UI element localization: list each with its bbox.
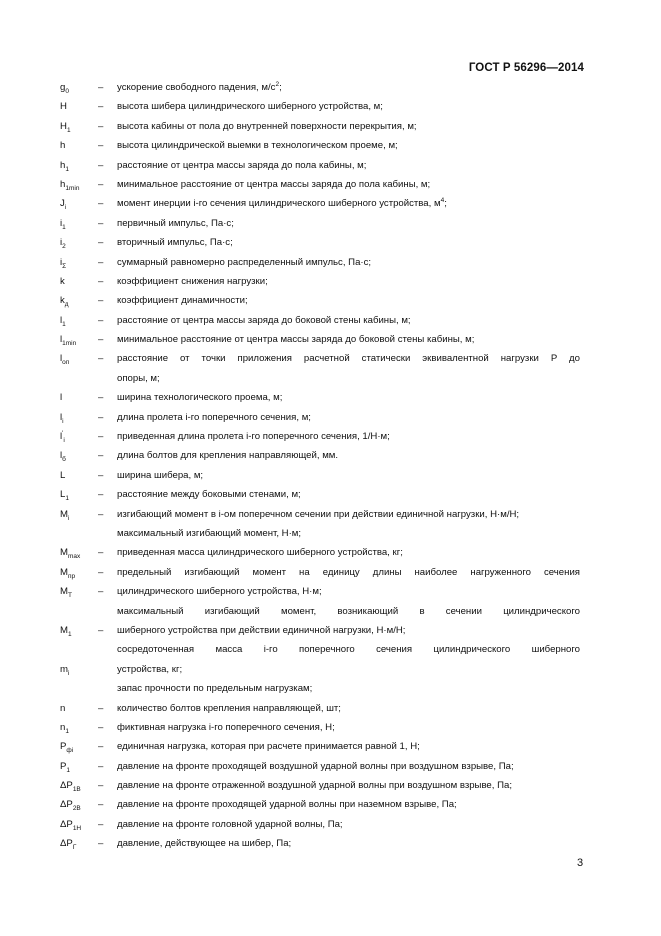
symbol [60,505,69,524]
definition-body: цилиндрического шиберного устройства, Н·м; [117,586,322,598]
symbol [60,485,69,504]
symbol [60,233,66,252]
symbol-prime: ' [62,429,64,437]
definition-row [60,718,580,737]
definition-row [60,194,580,213]
definition-body: давление на фронте отраженной воздушной ударной волны при воздушном взрыве, Па; [117,780,512,792]
symbol-subscript: i [68,669,70,677]
symbol-base: M [60,547,68,559]
definition-text [117,311,580,330]
symbol-base: ΔP [60,838,73,850]
symbol-base: h [60,178,66,190]
definition-row [60,156,580,175]
definition-body: коэффициент динамичности; [117,295,248,307]
definition-body: вторичный импульс, Па·с; [117,237,233,249]
definition-text [117,640,580,659]
definition-row [60,602,580,621]
dash: – [98,721,104,733]
symbol-subscript: Σ [62,262,67,270]
definition-row [60,660,580,679]
symbol [60,757,70,776]
dash: – [98,256,104,268]
definition-body: ширина технологического проема, м; [117,392,283,404]
dash: – [98,450,104,462]
unit-exponent: 4 [440,197,445,205]
definition-row [60,834,580,853]
definition-row [60,408,580,427]
symbol-base: M [60,508,68,520]
definition-text [117,408,580,427]
symbol-subscript: 1В [72,785,81,793]
symbol-subscript: 0 [65,87,69,95]
dash: – [98,275,104,287]
dash: – [98,82,104,93]
symbol-subscript: 1 [68,630,72,638]
symbol-base: H [60,101,67,113]
symbol-subscript: 1 [65,165,69,173]
dash: – [98,353,104,365]
definition-text [117,776,580,795]
definition-body: расстояние от центра массы заряда до боковой стены кабины, м; [117,314,411,326]
dash: – [98,780,104,792]
definition-text [117,679,580,698]
definition-body: высота шибера цилиндрического шиберного устройства, м; [117,101,383,113]
dash: – [98,586,104,598]
definition-text [117,78,580,97]
definition-body: фиктивная нагрузка i-го поперечного сечения, Н; [117,721,335,733]
symbol-subscript: i [68,514,70,522]
symbol [60,660,69,679]
definition-text [117,757,580,776]
dash: – [98,818,104,830]
symbol [60,117,71,136]
definition-row [60,330,580,349]
definition-text [117,524,580,543]
definition-text [117,291,580,310]
definition-text [117,330,580,349]
definition-text [117,194,580,213]
symbol-base: l [60,392,63,404]
definition-text [117,795,580,814]
definition-row [60,427,580,446]
dash: – [98,431,104,443]
dash: – [98,140,104,152]
definition-text [117,388,580,407]
definition-text [117,175,580,194]
definition-row [60,97,580,116]
symbol-base: L [60,489,66,501]
symbol [60,699,65,718]
symbol [60,349,69,368]
definition-tail: ; [279,82,282,93]
definition-text [117,136,580,155]
symbol-base: ΔP [60,780,73,792]
symbol-base: i [60,217,63,229]
symbol-subscript: 1 [65,727,69,735]
definition-row [60,563,580,582]
definition-row [60,795,580,814]
definition-text [117,97,580,116]
dash: – [98,159,104,171]
symbol [60,466,65,485]
symbol [60,815,81,834]
symbol-base: m [60,663,68,675]
document-header: ГОСТ Р 56296—2014 [468,62,584,74]
symbol [60,446,66,465]
definition-tail: ; [444,198,447,210]
definition-body: ускорение свободного падения, м/с [117,82,276,93]
definition-row [60,582,580,601]
dash: – [98,508,104,520]
symbol-base: P [60,741,67,753]
dash: – [98,566,104,578]
dash: – [98,741,104,753]
symbol-base: l [60,450,63,462]
dash: – [98,198,104,210]
symbol-base: i [60,256,63,268]
symbol [60,776,81,795]
dash: – [98,547,104,559]
symbol [60,795,81,814]
symbol-subscript: 1min [62,339,77,347]
definition-text [117,253,580,272]
symbol-base: M [60,566,68,578]
dash: – [98,392,104,404]
dash: – [98,489,104,501]
symbol-subscript: i [62,417,64,425]
definition-text [117,156,580,175]
definition-row [60,505,580,524]
definition-text [117,272,580,291]
unit-exponent: 2 [275,80,280,88]
symbol-subscript: фi [66,747,74,755]
dash: – [98,120,104,132]
definition-row [60,543,580,562]
definition-row [60,388,580,407]
definition-row [60,78,580,97]
definition-body: изгибающий момент в i-ом поперечном сечении при действии единичной нагрузки, Н·м/Н; [117,508,520,520]
symbol [60,330,76,349]
symbol-base: L [60,469,66,481]
dash: – [98,411,104,423]
definition-text [117,602,580,621]
symbol [60,543,80,562]
definition-row [60,311,580,330]
definition-row [60,369,580,388]
definition-text [117,214,580,233]
definition-body: расстояние от точки приложения расчетной статически эквивалентной нагрузки P до [117,353,580,365]
definition-body: минимальное расстояние от центра массы заряда до боковой стены кабины, м; [117,334,475,346]
definition-row [60,485,580,504]
symbol [60,97,67,116]
symbol [60,156,69,175]
symbol-base: J [60,198,65,210]
definition-row [60,272,580,291]
symbol-subscript: i [64,204,67,212]
symbol-subscript: Г [72,844,77,852]
symbol [60,834,76,853]
symbol-base: ΔP [60,799,73,811]
definition-text [117,446,580,465]
definition-body: длина пролета i-го поперечного сечения, м; [117,411,311,423]
symbol-subscript: 1Н [72,824,82,832]
symbol-base: k [60,295,65,307]
definition-text [117,563,580,582]
dash: – [98,237,104,249]
definition-body: высота кабины от пола до внутренней поверхности перекрытия, м; [117,120,417,132]
symbol [60,737,73,756]
definition-row [60,524,580,543]
definition-text [117,815,580,834]
definition-text [117,369,580,388]
symbol-base: M [60,624,68,636]
definition-text [117,621,580,640]
symbol-base: k [60,275,65,287]
symbol-subscript: 1 [62,223,66,231]
symbol-subscript: T [68,592,72,600]
definition-body: давление на фронте проходящей воздушной ударной волны при воздушном взрыве, Па; [117,760,514,772]
definition-body: запас прочности по предельным нагрузкам; [117,683,313,695]
symbol [60,78,69,97]
definition-text [117,505,580,524]
definitions-list [60,78,580,854]
definition-text [117,699,580,718]
symbol-base: l [60,314,63,326]
symbol-base: h [60,140,66,152]
symbol-base: P [60,760,67,772]
definition-text [117,660,580,679]
definition-row [60,640,580,659]
definition-text [117,117,580,136]
definition-row [60,776,580,795]
symbol [60,272,65,291]
definition-body: суммарный равномерно распределенный импульс, Па·с; [117,256,372,268]
symbol-subscript: 1 [66,126,71,134]
definition-text [117,737,580,756]
symbol [60,582,72,601]
definition-body: единичная нагрузка, которая при расчете принимается равной 1, Н; [117,741,420,753]
symbol-base: H [60,120,67,132]
symbol [60,214,66,233]
definition-row [60,466,580,485]
symbol-subscript: 2В [72,805,81,813]
definition-text [117,466,580,485]
dash: – [98,469,104,481]
definition-text [117,543,580,562]
definition-body: давление, действующее на шибер, Па; [117,838,292,850]
symbol [60,136,65,155]
definition-body: расстояние между боковыми стенами, м; [117,489,301,501]
definition-body: ширина шибера, м; [117,469,204,481]
symbol-subscript: 1min [65,184,80,192]
definition-text [117,582,580,601]
definition-body: давление на фронте головной ударной волны, Па; [117,818,343,830]
dash: – [98,178,104,190]
dash: – [98,334,104,346]
symbol-base: ΔP [60,818,73,830]
definition-body: давление на фронте проходящей ударной волны при наземном взрыве, Па; [117,799,457,811]
definition-row [60,175,580,194]
definition-row [60,136,580,155]
symbol-base: g [60,82,66,93]
dash: – [98,702,104,714]
definition-row [60,233,580,252]
definition-text [117,718,580,737]
symbol-base: i [60,237,63,249]
definition-row [60,699,580,718]
definition-body: минимальное расстояние от центра массы заряда до пола кабины, м; [117,178,431,190]
definition-body: опоры, м; [117,372,160,384]
dash: – [98,217,104,229]
definition-row [60,621,580,640]
definition-text [117,427,580,446]
symbol-base: M [60,586,68,598]
definition-body: высота цилиндрической выемки в технологическом проеме, м; [117,140,398,152]
definition-text [117,349,580,368]
symbol-subscript: 1 [65,495,69,503]
definition-row [60,679,580,698]
symbol [60,427,65,446]
definition-row [60,815,580,834]
definition-body: устройства, кг; [117,663,183,675]
symbol-base: n [60,702,66,714]
definition-body: предельный изгибающий момент на единицу длины наиболее нагруженного сечения [117,566,580,578]
definition-body: максимальный изгибающий момент, возникающий в сечении цилиндрического [117,605,580,617]
dash: – [98,760,104,772]
symbol-subscript: 1 [66,766,71,774]
symbol-base: l [60,334,63,346]
symbol-base: l [60,353,63,365]
definition-body: момент инерции i-го сечения цилиндрического шиберного устройства, м [117,198,441,210]
definition-row [60,253,580,272]
definition-row [60,737,580,756]
symbol-subscript: 2 [62,243,66,251]
symbol-subscript: б [62,456,66,464]
definition-body: расстояние от центра массы заряда до пола кабины, м; [117,159,367,171]
symbol-base: l [60,431,63,443]
symbol-subscript: д [64,301,69,309]
definition-text [117,834,580,853]
definition-body: коэффициент снижения нагрузки; [117,275,268,287]
symbol [60,621,72,640]
definition-row [60,349,580,368]
symbol-subscript: 1 [62,320,66,328]
symbol-subscript: пр [68,572,76,580]
symbol [60,175,79,194]
definition-body: длина болтов для крепления направляющей, мм. [117,450,339,462]
definition-row [60,757,580,776]
dash: – [98,799,104,811]
definition-body: сосредоточенная масса i-го поперечного сечения цилиндрического шиберного [117,644,580,656]
symbol [60,718,69,737]
symbol [60,563,75,582]
symbol-base: l [60,411,63,423]
definition-row [60,117,580,136]
definition-text [117,233,580,252]
symbol-subscript: max [68,553,81,561]
dash: – [98,314,104,326]
definition-row [60,214,580,233]
definition-row [60,291,580,310]
definition-text [117,485,580,504]
symbol-base: n [60,721,66,733]
definition-body: приведенная длина пролета i-го поперечного сечения, 1/Н·м; [117,431,390,443]
dash: – [98,838,104,850]
symbol-base: h [60,159,66,171]
symbol [60,253,66,272]
symbol [60,311,66,330]
definition-body: приведенная масса цилиндрического шиберного устройства, кг; [117,547,403,559]
page-number: 3 [577,857,584,869]
symbol-subscript: оп [62,359,70,367]
definition-body: первичный импульс, Па·с; [117,217,234,229]
symbol [60,408,64,427]
symbol [60,291,69,310]
definition-row [60,446,580,465]
symbol [60,388,62,407]
symbol [60,194,66,213]
symbol-subscript: i [63,436,65,444]
dash: – [98,295,104,307]
dash: – [98,624,104,636]
definition-body: шиберного устройства при действии единичной нагрузки, Н·м/Н; [117,624,406,636]
dash: – [98,101,104,113]
definition-body: максимальный изгибающий момент, Н·м; [117,527,302,539]
definition-body: количество болтов крепления направляющей, шт; [117,702,341,714]
